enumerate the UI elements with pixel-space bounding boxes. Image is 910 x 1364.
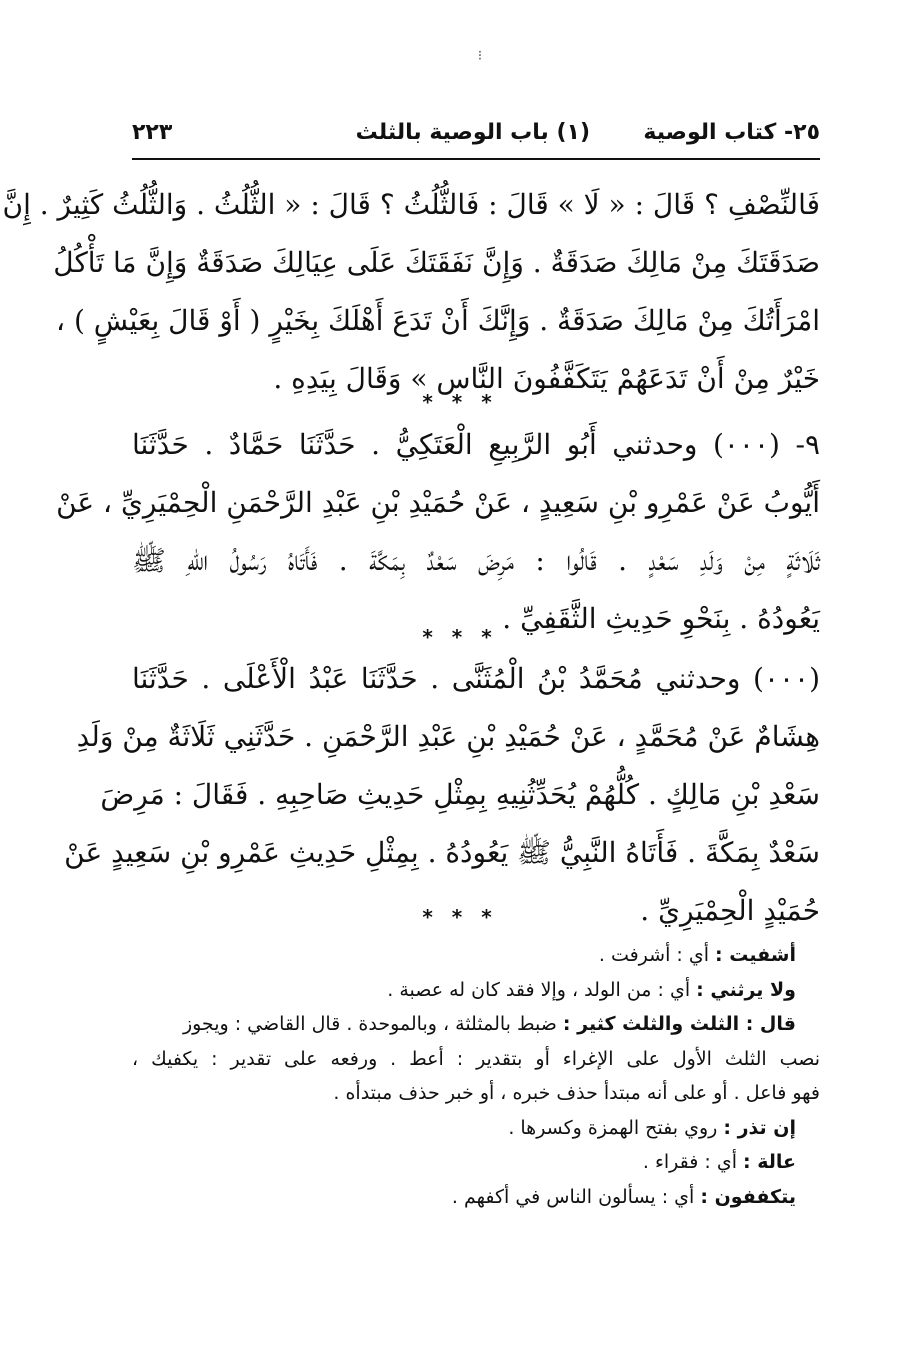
text-line: يَعُودُهُ . بِنَحْوِ حَدِيثِ الثَّقَفِيِّ .	[502, 602, 820, 635]
note-term: إن تذر :	[723, 1116, 796, 1139]
note-line	[132, 1145, 820, 1180]
note-line	[132, 1007, 820, 1042]
text-line: أَيُّوبُ عَنْ عَمْرِو بْنِ سَعِيدٍ ، عَنْ حُمَيْدِ بْنِ عَبْدِ الرَّحْمَنِ الْحِمْيَرِيِّ ، عَنْ	[56, 486, 820, 519]
section-separator: * * *	[422, 905, 498, 929]
text-line: سَعْدِ بْنِ مَالِكٍ . كُلُّهُمْ يُحَدِّثُنِيهِ بِمِثْلِ حَدِيثِ صَاحِبِهِ . فَقَالَ : مَرِضَ	[100, 778, 820, 811]
note-term: أشفيت :	[715, 944, 796, 966]
header-rule	[132, 158, 820, 160]
hadith-paragraph-2	[56, 416, 821, 648]
note-line	[132, 1076, 820, 1111]
note-text: أي : من الولد ، وإلا فقد كان له عصبة .	[387, 978, 697, 1001]
note-text: فهو فاعل . أو على أنه مبتدأ حذف خبره ، أو خبر حذف مبتدأه .	[333, 1082, 820, 1104]
section-title: (١) باب الوصية بالثلث	[355, 120, 590, 145]
text-line: حُمَيْدٍ الْحِمْيَرِيِّ .	[640, 894, 820, 927]
note-text: أي : يسألون الناس في أكفهم .	[451, 1185, 701, 1208]
note-text: روي بفتح الهمزة وكسرها .	[508, 1116, 724, 1139]
note-text: ضبط بالمثلثة ، وبالموحدة . قال القاضي : ويجوز	[182, 1013, 563, 1035]
note-term: عالة :	[743, 1151, 796, 1173]
running-header	[132, 118, 820, 158]
note-term: قال : الثلث والثلث كثير :	[562, 1013, 796, 1035]
note-line	[132, 1042, 820, 1077]
text-line: ٩- (٠٠٠) وحدثني أَبُو الرَّبِيعِ الْعَتَكِيُّ . حَدَّثَنَا حَمَّادٌ . حَدَّثَنَا	[132, 428, 821, 461]
note-line	[132, 938, 820, 973]
chapter-title: ٢٥- كتاب الوصية	[643, 120, 820, 145]
text-line: سَعْدٌ بِمَكَّةَ . فَأَتَاهُ النَّبِيُّ ﷺ يَعُودُهُ . بِمِثْلِ حَدِيثِ عَمْرِو بْنِ سَعِيدٍ عَنْ	[64, 836, 820, 869]
text-line: امْرَأَتُكَ مِنْ مَالِكَ صَدَقَةٌ . وَإِنَّكَ أَنْ تَدَعَ أَهْلَكَ بِخَيْرٍ ( أَوْ قَالَ بِعَيْشٍ ) ،	[56, 304, 820, 337]
note-term: يتكففون :	[700, 1185, 796, 1208]
note-line	[132, 1111, 820, 1146]
hadith-paragraph-1	[2, 176, 820, 408]
note-text: أي : أشرفت .	[598, 944, 716, 966]
text-line: فَالنِّصْفِ ؟ قَالَ : « لَا » قَالَ : فَالثُّلُثُ ؟ قَالَ : « الثُّلُثُ . وَالثُّلُثُ كَثِيرٌ . إِنَّ	[2, 188, 820, 221]
text-line: ثَلَاثَةٍ مِنْ وَلَدِ سَعْدٍ . قَالُوا : مَرِضَ سَعْدٌ بِمَكَّةَ . فَأَتَاهُ رَسُولُ اللهِ ﷺ	[132, 544, 820, 577]
text-line: هِشَامٌ عَنْ مُحَمَّدٍ ، عَنْ حُمَيْدِ بْنِ عَبْدِ الرَّحْمَنِ . حَدَّثَنِي ثَلَاثَةٌ مِنْ وَلَدِ	[76, 720, 820, 753]
note-line	[132, 1180, 820, 1215]
note-text: نصب الثلث الأول على الإغراء أو بتقدير : أعط . ورفعه على تقدير : يكفيك ،	[132, 1047, 820, 1070]
page-number: ٢٢٣	[132, 120, 173, 145]
section-separator: * * *	[422, 625, 498, 649]
note-line	[132, 973, 820, 1008]
hadith-paragraph-3	[64, 650, 820, 940]
text-line: (٠٠٠) وحدثني مُحَمَّدُ بْنُ الْمُثَنَّى . حَدَّثَنَا عَبْدُ الْأَعْلَى . حَدَّثَنَا	[132, 662, 820, 695]
section-separator: * * *	[422, 390, 498, 414]
text-line: صَدَقَتَكَ مِنْ مَالِكَ صَدَقَةٌ . وَإِنَّ نَفَقَتَكَ عَلَى عِيَالِكَ صَدَقَةٌ وَإِنَّ مَا تَأْكُلُ	[53, 246, 820, 279]
text-line: خَيْرٌ مِنْ أَنْ تَدَعَهُمْ يَتَكَفَّفُونَ النَّاس » وَقَالَ بِيَدِهِ .	[273, 362, 820, 395]
note-term: ولا يرثني :	[696, 978, 796, 1001]
page-top-marker: ⁝	[477, 48, 483, 64]
glossary-notes	[132, 938, 820, 1214]
note-text: أي : فقراء .	[642, 1151, 744, 1173]
